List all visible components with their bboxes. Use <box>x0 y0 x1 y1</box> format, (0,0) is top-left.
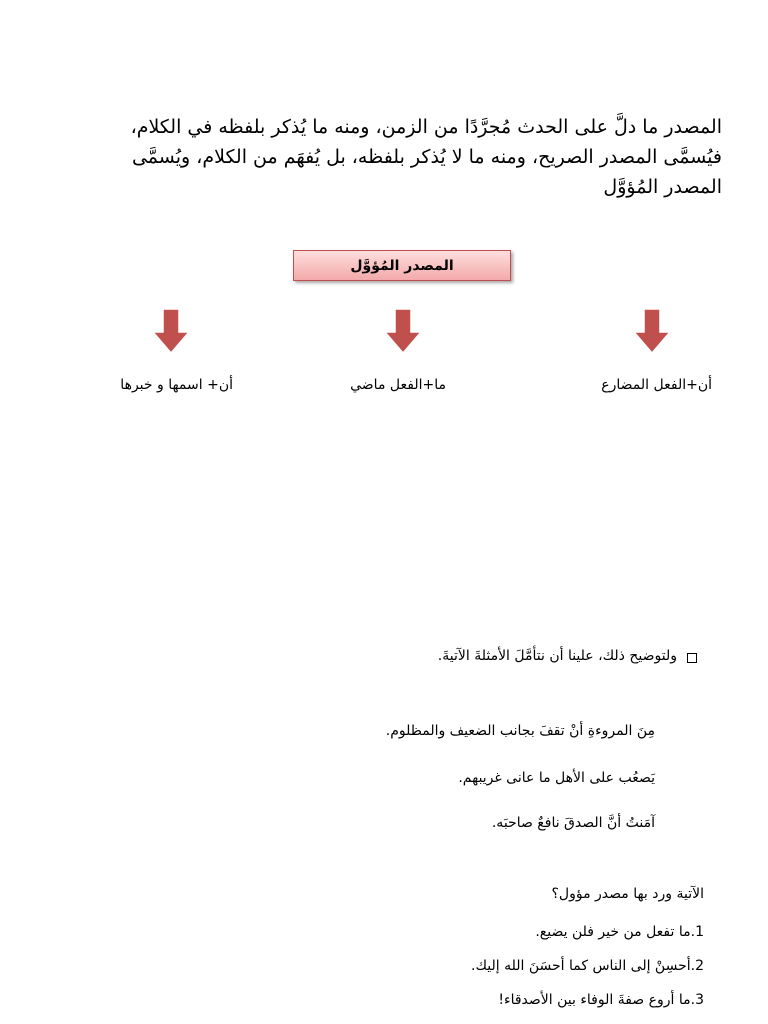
exercise-item: 1.ما تفعل من خير فلن يضيع. <box>535 924 704 940</box>
exercise-question: الآتية ورد بها مصدر مؤول؟ <box>551 886 704 902</box>
exercise-item: 3.ما أروع صفةَ الوفاء بين الأصدقاء! <box>498 992 704 1008</box>
intro-line: المصدر ما دلَّ على الحدث مُجرَّدًا من الزمن، ومنه ما يُذكر بلفظه في الكلام، <box>130 116 722 138</box>
example-sentence: يَصعُب على الأهل ما عانى غريبهم. <box>458 770 655 786</box>
diagram-branch: ما+الفعل ماضي <box>350 377 446 393</box>
exercise-item: 2.أحسِنْ إلى الناس كما أحسَنَ الله إليك. <box>471 958 704 974</box>
intro-line: المصدر المُؤوَّل <box>603 176 722 198</box>
intro-line: فيُسمَّى المصدر الصريح، ومنه ما لا يُذكر بلفظه، بل يُفهَم من الكلام، ويُسمَّى <box>131 146 722 168</box>
diagram-branch: أن+الفعل المضارع <box>601 377 712 393</box>
intro-paragraph <box>100 112 722 202</box>
examples-intro: ولتوضيح ذلك، علينا أن نتأمَّلَ الأمثلةَ الآتيةَ. <box>437 648 677 664</box>
example-sentence: آمَنتُ أنَّ الصدقَ نافعٌ صاحبَه. <box>491 815 655 831</box>
example-sentence: مِنَ المروءةِ أنْ تقفَ بجانب الضعيف والمظلوم. <box>385 723 655 739</box>
down-arrow-icon <box>383 308 423 354</box>
diagram-branch: أن+ اسمها و خبرها <box>120 377 233 393</box>
checkbox-bullet-icon <box>687 653 697 663</box>
down-arrow-icon <box>632 308 672 354</box>
diagram-title-box: المصدر المُؤوَّل <box>293 250 511 281</box>
down-arrow-icon <box>151 308 191 354</box>
